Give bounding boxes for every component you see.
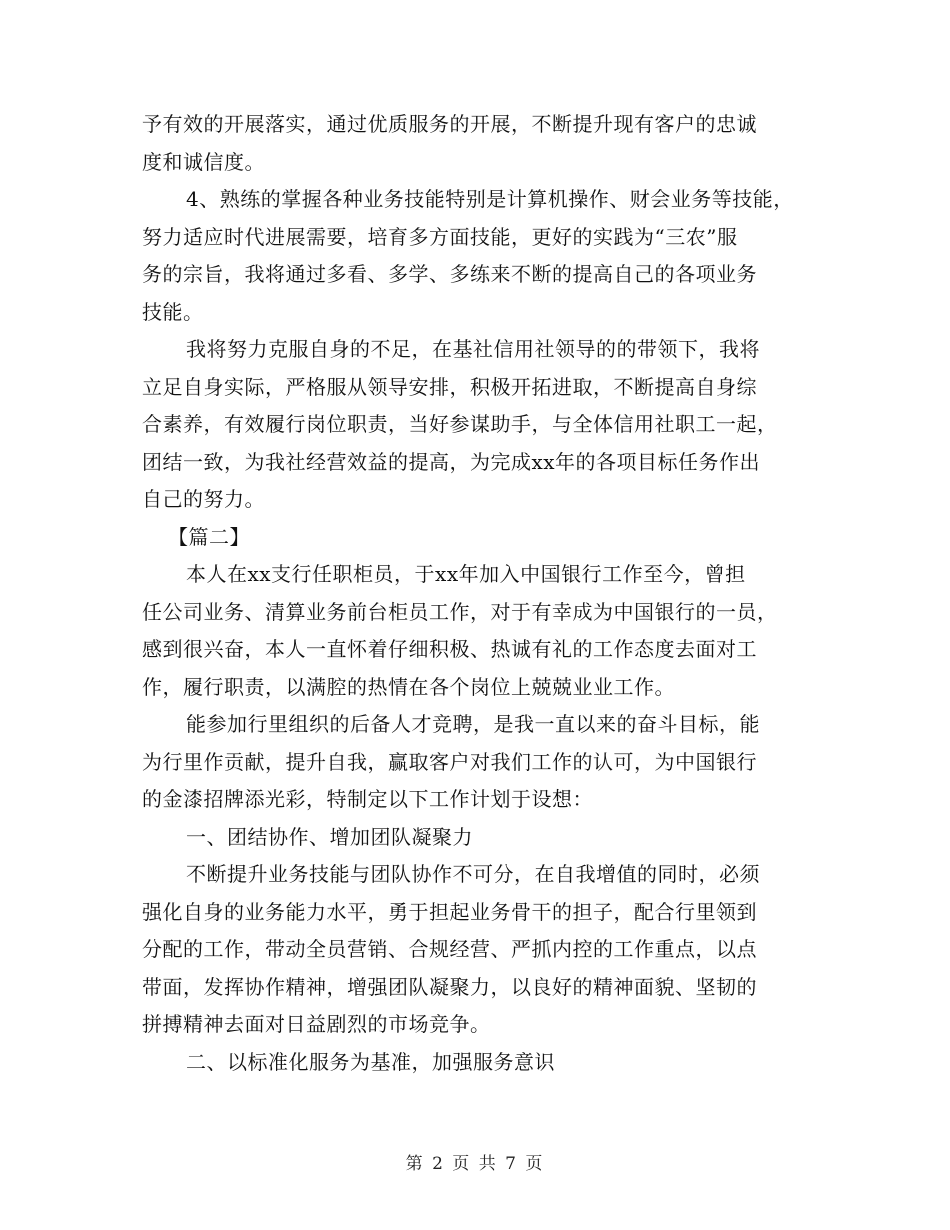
subheading-line: 一、团结协作、增加团队凝聚力 (186, 824, 473, 849)
text-line: 的金漆招牌添光彩，特制定以下工作计划于设想： (142, 787, 593, 811)
text-line: 度和诚信度。 (142, 149, 265, 174)
text-line: 立足自身实际，严格服从领导安排，积极开拓进取，不断提高自身综 (142, 374, 757, 399)
text-line: 予有效的开展落实，通过优质服务的开展，不断提升现有客户的忠诚 (142, 112, 757, 136)
text-line: 我将努力克服自身的不足，在基社信用社领导的的带领下，我将 (186, 337, 760, 361)
text-line: 务的宗旨，我将通过多看、多学、多练来不断的提高自己的各项业务 (142, 262, 757, 286)
page-number-footer: 第 2 页 共 7 页 (405, 1154, 545, 1174)
text-line: 为行里作贡献，提升自我，赢取客户对我们工作的认可，为中国银行 (142, 749, 757, 774)
text-line: 努力适应时代进展需要，培育多方面技能，更好的实践为“三农”服 (142, 224, 738, 249)
text-line: 强化自身的业务能力水平，勇于担起业务骨干的担子，配合行里领到 (142, 899, 757, 924)
text-line: 感到很兴奋，本人一直怀着仔细积极、热诚有礼的工作态度去面对工 (142, 637, 757, 661)
section-heading: 【篇二】 (168, 524, 250, 549)
subheading-line: 二、以标准化服务为基准，加强服务意识 (186, 1049, 555, 1074)
text-line: 合素养，有效履行岗位职责，当好参谋助手，与全体信用社职工一起， (142, 412, 778, 436)
text-line: 带面，发挥协作精神，增强团队凝聚力，以良好的精神面貌、坚韧的 (142, 974, 757, 999)
text-line: 作，履行职责，以满腔的热情在各个岗位上兢兢业业工作。 (142, 674, 675, 699)
text-line: 团结一致，为我社经营效益的提高，为完成xx年的各项目标任务作出 (142, 449, 761, 474)
text-line: 分配的工作，带动全员营销、合规经营、严抓内控的工作重点，以点 (142, 937, 757, 961)
text-line: 本人在xx支行任职柜员，于xx年加入中国银行工作至今，曾担 (186, 562, 746, 586)
text-line: 拼搏精神去面对日益剧烈的市场竞争。 (142, 1012, 491, 1036)
text-line: 能参加行里组织的后备人才竞聘，是我一直以来的奋斗目标，能 (186, 712, 760, 736)
text-line: 4、熟练的掌握各种业务技能特别是计算机操作、财会业务等技能， (186, 187, 794, 211)
text-line: 自己的努力。 (142, 487, 265, 511)
document-body (142, 106, 807, 1081)
text-line: 任公司业务、清算业务前台柜员工作，对于有幸成为中国银行的一员， (142, 599, 778, 624)
text-line: 技能。 (142, 299, 204, 324)
text-line: 不断提升业务技能与团队协作不可分，在自我增值的同时，必须 (186, 862, 760, 886)
